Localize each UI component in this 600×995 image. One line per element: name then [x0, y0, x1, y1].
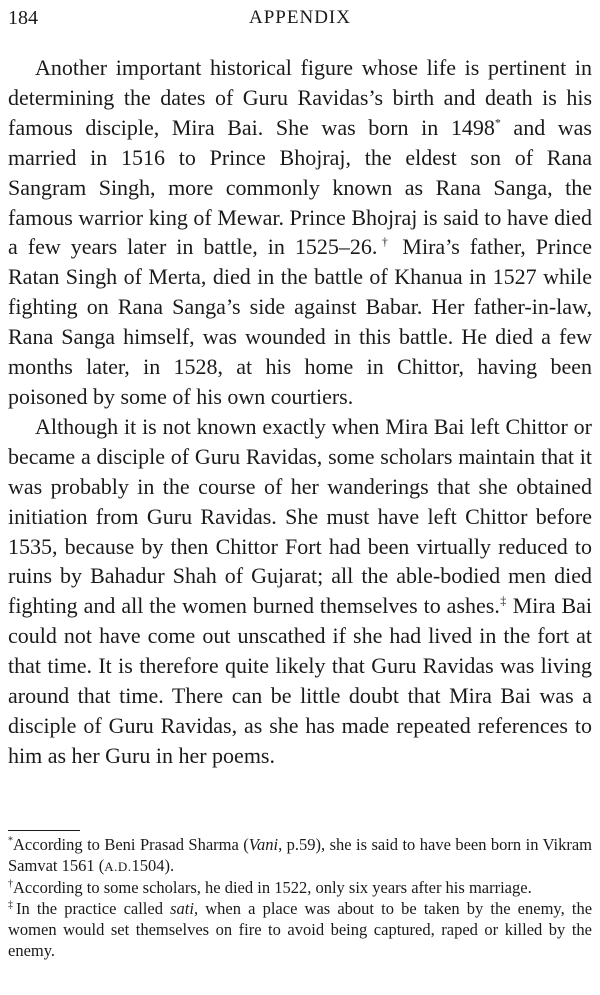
footnote-text: According to some scholars, he died in 1522, only six years after his marriage.: [13, 878, 532, 897]
paragraph-text: Mira Bai could not have come out unscathed if she had lived in the fort at that time. It is therefore quite likely that Guru Ravidas was living around that time. There can be little doubt that Mira Bai was a disciple of Guru Ravidas, as she has made repeated references to him as her Guru in her poems.: [8, 593, 592, 768]
footnote-dagger: [8, 877, 592, 898]
footnote-text: According to Beni Prasad Sharma (: [13, 835, 249, 854]
paragraph-mira-bai-chittor: [8, 412, 592, 771]
page-number: 184: [8, 7, 38, 29]
footnote-italic: sati,: [170, 899, 199, 918]
footnote-italic: Vani,: [248, 835, 283, 854]
footnote-text: In the practice called: [16, 899, 171, 918]
footnote-text: when a place was about to be taken by the enemy, the women would set themselves on fire to avoid being captured, raped or killed by the enemy.: [8, 899, 593, 960]
footnote-ref-asterisk: *: [494, 115, 501, 130]
footnotes: [8, 834, 592, 961]
footnote-ref-double-dagger: ‡: [499, 593, 507, 608]
footnote-small-caps: A.D.: [104, 859, 132, 874]
footnote-divider: [8, 830, 80, 831]
footnote-asterisk: [8, 834, 592, 877]
paragraph-text: Although it is not known exactly when Mira Bai left Chittor or became a disciple of Guru Ravidas, some scholars maintain that it was probably in the course of her wanderings that she obtained initiation from Guru Ravidas. She must have left Chittor before 1535, because by then Chittor Fort had been virtually reduced to ruins by Bahadur Shah of Gujarat; all the able-bodied men died fighting and all the women burned themselves to ashes.: [8, 413, 592, 619]
footnote-text: p.59), she is said to have been born in Vikram Samvat 1561 (: [8, 835, 592, 875]
body-text: [8, 53, 592, 771]
footnote-ref-dagger: †: [377, 235, 393, 250]
footnote-mark: †: [8, 878, 13, 890]
footnote-mark: ‡: [8, 899, 17, 911]
running-title: APPENDIX: [249, 7, 351, 28]
footnote-text: 1504).: [131, 856, 175, 875]
paragraph-text: Another important historical figure whose life is pertinent in determining the dates of Guru Ravidas’s birth and death is his famous disciple, Mira Bai. She was born in 1498: [8, 55, 592, 140]
footnote-double-dagger: [8, 898, 592, 961]
paragraph-text: Mira’s father, Prince Ratan Singh of Merta, died in the battle of Khanua in 1527 while fighting on Rana Sanga’s side against Babar. Her father-in-law, Rana Sanga himself, was wounded in this battle. He died a few months later, in 1528, at his home in Chittor, having been poisoned by some of his own courtiers.: [8, 234, 592, 409]
footnote-mark: *: [8, 835, 13, 847]
page-header: [8, 4, 592, 32]
paragraph-text: and was married in 1516 to Prince Bhojraj, the eldest son of Rana Sangram Singh, more commonly known as Rana Sanga, the famous warrior king of Mewar. Prince Bhojraj is said to have died a few years later in battle, in 1525–26.: [8, 114, 592, 260]
paragraph-mira-bai-birth: [8, 53, 592, 412]
